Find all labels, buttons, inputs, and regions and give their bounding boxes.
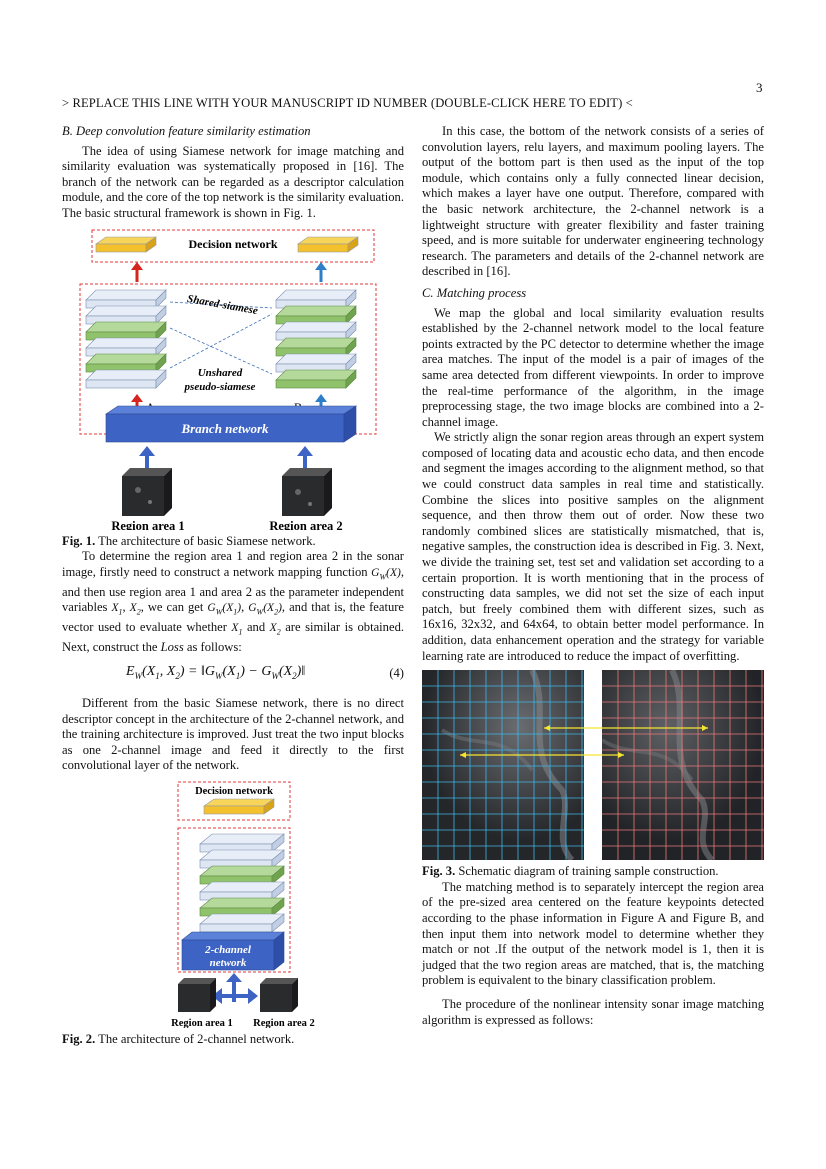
pseudo-siamese-label: pseudo-siamese [184,380,256,393]
left-para-3: Different from the basic Siamese network, there is no direct descriptor concept in the architecture of the 2-channel network, and the training architecture is improved. Just treat the two input blocks as one 2-channel image and feed it directly to the first convolutional layer of the network. [62,696,404,773]
figure-3-caption: Fig. 3. Schematic diagram of training sample construction. [422,864,719,879]
region-2-patch [282,468,332,516]
unshared-label: Unshared [197,366,243,379]
equation-number: (4) [389,666,404,680]
match-arrows [422,670,764,860]
figure-1-diagram [62,228,404,530]
left-para-2: To determine the region area 1 and region area 2 in the sonar image, firstly need to construct a network mapping function $G_W(X)$, and then use region area 1 and area 2 as the parameter independent variables $X_1$, $X_2$, we can get $G_W(X_1)$, $G_W(X_2)$, and that is, the feature vector used to evaluate whether $X_1$ and $X_2$ are similar is obtained. Next, construct the Loss as follows: [62,549,405,655]
left-para-1: The idea of using Siamese network for image matching and similarity evaluation was systematically proposed in [16]. The branch of the network can be regarded as a descriptor calculation module, and the core of the top network is the similarity evaluation. The basic structural framework is shown in Fig. 1. [62,143,404,220]
fig2-network-label-1: 2-channel [205,943,251,956]
figure-3 [422,670,764,860]
region-2-label: Region area 2 [269,518,343,530]
right-layer-stack [276,290,356,388]
shared-siamese-label: Shared-siamese [186,292,259,317]
equation-4: $E_W(X_1$, $X_2$) = $‖G_W(X_1)$ − $G_W(X_2)‖$ (4) [126,663,404,681]
section-b-title: B. Deep convolution feature similarity estimation [62,124,311,138]
fig2-decision-label: Decision network [195,785,273,797]
left-column [62,124,404,1048]
decision-block-left [96,237,156,252]
region-1-label: Region area 1 [111,518,185,530]
fig2-region-2-label: Region area 2 [253,1017,315,1028]
decision-block-right [298,237,358,252]
left-layer-stack [86,290,166,388]
right-column [422,124,764,1028]
figure-1-caption: Fig. 1. The architecture of basic Siamese network. [62,533,316,548]
figure-2 [62,780,404,1028]
fig2-region-1-patch [178,978,216,1012]
fig2-region-2-patch [260,978,298,1012]
decision-network-label: Decision network [188,236,278,251]
page-number: 3 [756,80,763,95]
figure-2-caption: Fig. 2. The architecture of 2-channel network. [62,1031,295,1046]
right-para-4: The matching method is to separately intercept the region area of the pre-sized area centered on the feature keypoints detected according to the phase information in Figure A and Figure B, and then input them into network model to determine whether they match or not .If the output of the network model is 1, then it is judged that the two region areas are matched, that is, the matching problem is equivalent to the binary classification problem. [422,879,764,988]
fig2-region-1-label: Region area 1 [171,1017,233,1028]
fig2-network-label-2: network [209,956,247,969]
running-header: > REPLACE THIS LINE WITH YOUR MANUSCRIPT ID NUMBER (DOUBLE-CLICK HERE TO EDIT) < [62,96,633,110]
region-1-patch [122,468,172,516]
branch-network-label: Branch network [181,420,269,436]
right-para-2: We map the global and local similarity evaluation results established by the 2-channel network model to the local feature points extracted by the PC detector to determine whether the image area matches. The input of the model is a pair of images of the same area detected from different viewpoints. In order to improve the real-time performance of the algorithm, in the image preprocessing stage, the two image blocks are combined into a 2-channel image. [422,305,764,429]
right-para-5: The procedure of the nonlinear intensity sonar image matching algorithm is expressed as follows: [422,996,764,1027]
right-para-3: We strictly align the sonar region areas through an expert system composed of locating data and acoustic echo data, and then encode and segment the images according to the alignment method, so that we could construct data samples in real time and statistically. Combine the slices into positive samples on the alignment sequence, and then throw them out of order. Now these two randomly combined slices are statistically mismatched, that is, negative samples, the construction idea is described in Fig. 3. Next, we divide the training set, test set and validation set according to a certain proportion. It is worth mentioning that in the process of constructing data samples, we did not set the size of each input patch, but freely combined them with different sizes, such as 16x16, 32x32, and 64x64, to obtain better model performance. In addition, data enhancement operation and the strategy for variable learning rate are introduced to reduce the impact of overfitting. [422,430,764,663]
figure-2-diagram [62,780,404,1028]
figure-1 [62,228,404,530]
section-c-title: C. Matching process [422,285,527,300]
fig2-layer-stack [200,834,284,932]
right-para-1: In this case, the bottom of the network consists of a series of convolution layers, relu layers, and maximum pooling layers. The output of the bottom part is then used as the input of the top module, which contains only a fully connected linear decision, which makes a layer have one output. Therefore, compared with the basic network architecture, the 2-channel network is a lightweight structure with greater flexibility and faster training speed, and is more suitable for underwater engineering technology research. The parameters and details of the 2-channel network are described in [16]. [422,124,764,279]
